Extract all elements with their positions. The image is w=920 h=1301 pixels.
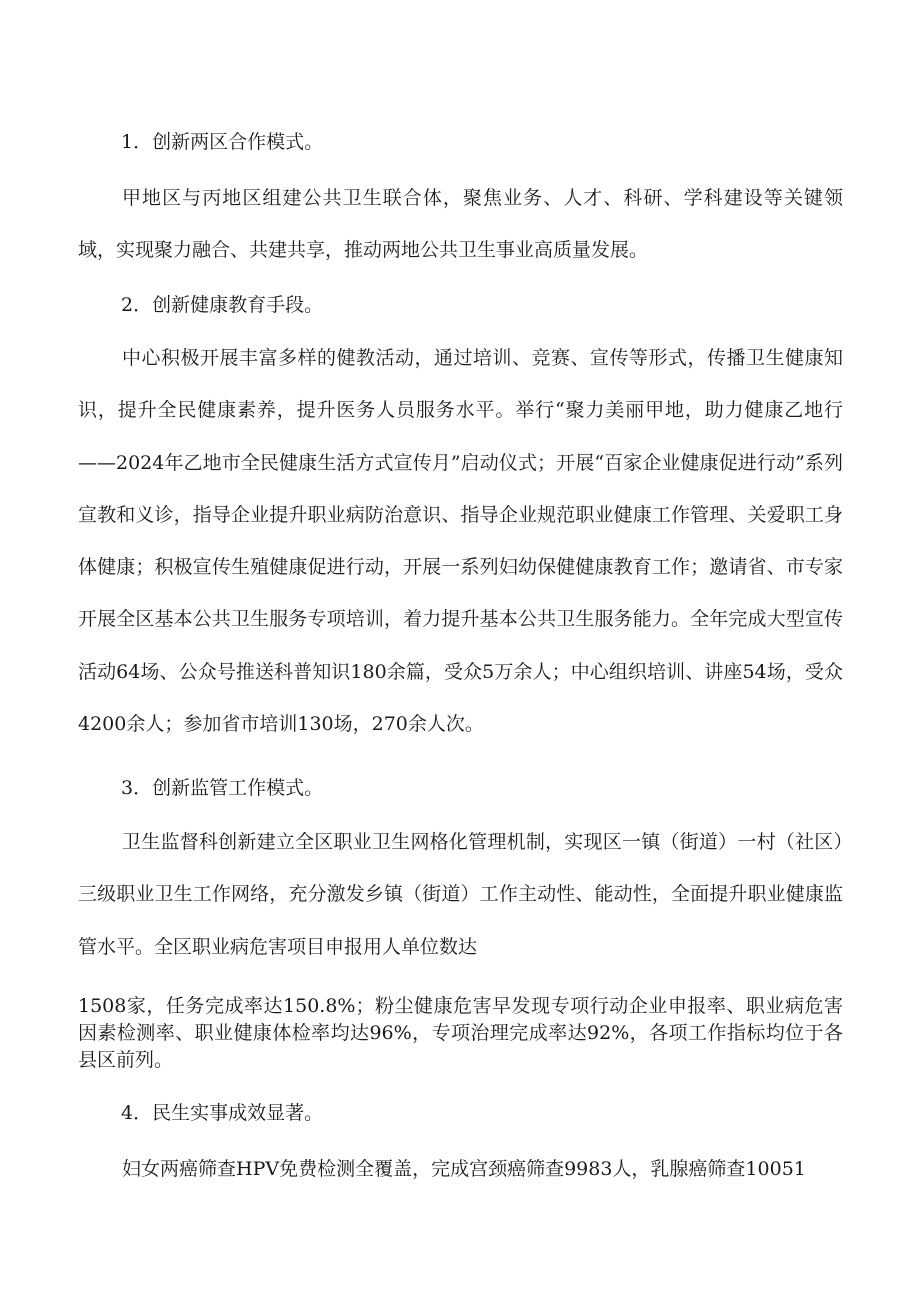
section-heading-3: 3．创新监管工作模式。 xyxy=(121,777,324,799)
section-heading-2: 2．创新健康教育手段。 xyxy=(121,294,324,316)
section-body-4: 妇女两癌筛查HPV免费检测全覆盖，完成宫颈癌筛查9983人，乳腺癌筛查10051 xyxy=(122,1158,806,1180)
section-heading-4: 4．民生实事成效显著。 xyxy=(121,1102,324,1124)
section-body-3-continued: 1508家，任务完成率达150.8%；粉尘健康危害早发现专项行动企业申报率、职业病危害因素检测率、职业健康体检率均达96%，专项治理完成率达92%，各项工作指标均位于各县区前列。 xyxy=(78,995,843,1071)
section-body-2: 中心积极开展丰富多样的健教活动，通过培训、竞赛、宣传等形式，传播卫生健康知识，提升全民健康素养，提升医务人员服务水平。举行“聚力美丽甲地，助力健康乙地行——2024年乙地市全民健康生活方式宣传月”启动仪式；开展“百家企业健康促进行动”系列宣教和义诊，指导企业提升职业病防治意识、指导企业规范职业健康工作管理、关爱职工身体健康；积极宣传生殖健康促进行动，开展一系列妇幼保健健康教育工作；邀请省、市专家开展全区基本公共卫生服务专项培训，着力提升基本公共卫生服务能力。全年完成大型宣传活动64场、公众号推送科普知识180余篇，受众5万余人；中心组织培训、讲座54场，受众4200余人；参加省市培训130场，270余人次。 xyxy=(78,347,843,736)
section-body-3: 卫生监督科创新建立全区职业卫生网格化管理机制，实现区一镇（街道）一村（社区）三级职业卫生工作网络，充分激发乡镇（街道）工作主动性、能动性，全面提升职业健康监管水平。全区职业病危害项目申报用人单位数达 xyxy=(78,831,843,958)
section-heading-1: 1．创新两区合作模式。 xyxy=(121,131,324,153)
section-body-1: 甲地区与丙地区组建公共卫生联合体，聚焦业务、人才、科研、学科建设等关键领域，实现聚力融合、共建共享，推动两地公共卫生事业高质量发展。 xyxy=(78,187,843,262)
